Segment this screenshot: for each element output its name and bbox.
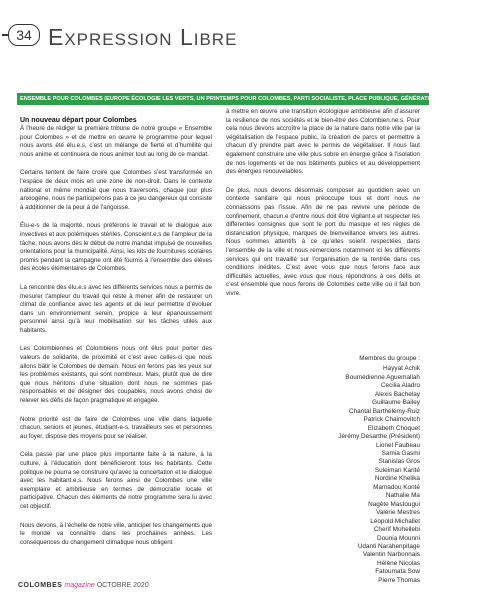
member-name: Léopold Michallet bbox=[370, 517, 420, 525]
member-name: Nagète Mastougui bbox=[368, 500, 420, 508]
member-name: Cherif Mohellebi bbox=[373, 526, 420, 534]
paragraph: À l’heure de rédiger la première tribune de notre groupe « Ensemble pour Colombes » et de mettre en œuvre le programme pour lequel nous avons été élu.e.s, c’est un mélange de fierté et d’humilité qui nous anime et continuera de nous animer tout au long de ce mandat. bbox=[20, 125, 212, 158]
member-name: Hélène Nicolas bbox=[377, 559, 420, 567]
footer-magazine: magazine bbox=[64, 582, 95, 589]
member-name: Dounia Mounni bbox=[377, 534, 420, 542]
members-list bbox=[226, 355, 420, 585]
member-name: Udanti Narahenpitage bbox=[357, 542, 420, 550]
member-name: Fatoumata Sow bbox=[375, 568, 420, 576]
member-name: Valérie Mestres bbox=[376, 509, 420, 517]
member-name: Patrick Chaimovitch bbox=[363, 416, 420, 424]
page-footer bbox=[18, 582, 149, 589]
page-number: 34 bbox=[8, 24, 40, 46]
article-heading: Un nouveau départ pour Colombes bbox=[20, 117, 137, 124]
member-name: Guillaume Bailey bbox=[372, 399, 420, 407]
member-name: Nordine Khelika bbox=[374, 475, 420, 483]
title-word-ibre: IBRE bbox=[193, 30, 238, 49]
member-name: Valentin Narbonnais bbox=[362, 551, 420, 559]
member-name: Pierre Thomas bbox=[378, 576, 420, 584]
members-title: Membres du groupe : bbox=[359, 355, 420, 362]
paragraph: à mettre en œuvre une transition écologique ambitieuse afin d’assurer la résilience de nos sociétés et le bien-être des Colombien.ne.s. Pour cela nous devons accroître la place de la nature dans notre ville par la végétalisation de l’espace public, la création de parcs et permettre à chacun d’y prendre part avec le permis de végétaliser. Il nous faut également construire une ville plus sobre en énergie grâce à l’isolation de nos logements et de nos bâtiments publics et au développement des énergies renouvelables. bbox=[226, 108, 420, 176]
member-name: Cecilia Aladro bbox=[380, 382, 420, 390]
member-name: Stanislas Gros bbox=[378, 458, 420, 466]
paragraph: La rencontre des élu.e.s avec les différents services nous a permis de mesurer l’ampleur du travail qui reste à mener afin de restaurer un climat de confiance avec les agents et de leur permettre d’évoluer dans un environnement serein, propice à leur épanouissement personnel ainsi qu’à leur mobilisation sur les tâches utiles aux habitants. bbox=[20, 283, 212, 334]
footer-brand: COLOMBES bbox=[18, 582, 63, 589]
member-name: Boumédienne Aguemallah bbox=[345, 373, 420, 381]
section-title bbox=[48, 24, 237, 51]
member-name: Samia Gasmi bbox=[381, 449, 420, 457]
paragraph: Certains tentent de faire croire que Colombes s’est transformée en l’espace de deux mois en une zone de non-droit. Dans le contexte national et même mondial que nous traversons, chaque jour plus anxiogène, nous ne participerons pas à ce jeu dangereux qui consiste à additionner de la peur à de l’angoisse. bbox=[20, 169, 212, 211]
paragraph: Notre priorité est de faire de Colombes une ville dans laquelle chacun, seniors et jeunes, étudiant-e-s, travailleurs ses et personnes au foyer, dispose des moyens pour se réaliser. bbox=[20, 415, 212, 440]
member-name: Lionel Faubeau bbox=[375, 441, 420, 449]
member-name: Nathalie Ma bbox=[385, 492, 420, 500]
title-word-xpression: XPRESSION bbox=[64, 30, 173, 49]
footer-date: OCTOBRE 2020 bbox=[96, 582, 149, 589]
paragraph: Les Colombiennes et Colombiens nous ont élus pour porter des valeurs de solidarité, de proximité et c’est avec celles-ci que nous allons bâtir le Colombes de demain. Nous en ferons pas les yeux sur les problèmes existants, qui sont nombreux. Mais, plutôt que de dire que nous héritons d’une situation dont nous ne sommes pas responsables et de désigner des coupables, nous avons choisi de relever les défis de façon pragmatique et engagée. bbox=[20, 345, 212, 405]
article-left-column bbox=[20, 108, 212, 557]
member-name: Hayyat Achik bbox=[383, 365, 420, 373]
title-initial-l: L bbox=[179, 24, 194, 50]
member-name: Suleiman Karité bbox=[374, 466, 420, 474]
member-name: Alexis Bachelay bbox=[374, 390, 420, 398]
member-name: Mamadou Konté bbox=[373, 483, 420, 491]
title-initial-e: E bbox=[48, 24, 65, 50]
member-name: Elizabeth Choquet bbox=[367, 424, 420, 432]
member-name: Jérémy Desarthe (Président) bbox=[338, 433, 420, 441]
paragraph: De plus, nous devons désormais composer au quotidien avec un contexte sanitaire qui nous préoccupe tous et dont nous ne connaissons pas l’issue. Afin de ne pas revivre une période de confinement, chacun.e d’entre nous doit être vigilant.e et respecter les différentes consignes que sont le port du masque et les règles de distanciation physique, marques de bienveillance envers les autres. Nous sommes attentifs à ce qu’elles soient respectées dans l’ensemble de la ville et nous remercions notamment ici les différents services qui ont travaillé sur l’organisation de la rentrée dans ces conditions inédites. C’est avec vous que nous ferons face aux difficultés actuelles, avec vous que nous répondrons à ces défis et c’est ensemble que nous ferons de Colombes cette ville où il fait bon vivre. bbox=[226, 186, 420, 297]
paragraph: Nous devons, à l’échelle de notre ville, anticiper les changements que le monde va connaître dans les prochaines années. Les conséquences du changement climatique nous obligent bbox=[20, 521, 212, 546]
member-name: Chantal Barthélémy-Ruiz bbox=[348, 407, 420, 415]
paragraph: Cela passe par une place plus importante faite à la nature, à la culture, à l’éducation dont bénéficieront tous les habitants. Cette politique ne pourra se construire qu’avec la concertation et le dialogue avec les habitant.e.s. Nous ferons ainsi de Colombes une ville exemplaire et ambitieuse en termes de démocratie locale et participative. Chacun des éléments de notre programme sera lu avec cet objectif. bbox=[20, 451, 212, 510]
group-banner: ENSEMBLE POUR COLOMBES (EUROPE ÉCOLOGIE LES VERTS, UN PRINTEMPS POUR COLOMBES, PARTI SOCIALISTE, PLACE PUBLIQUE, GÉNÉRATION ÉCOLOGIE, CITOYENS) bbox=[17, 93, 429, 105]
paragraph: Élu-e-s de la majorité, nous préférons le travail et le dialogue aux invectives et aux polémiques stériles. Conscient.e.s de l’ampleur de la tâche, nous avons dès le début de notre mandat impulsé de nouvelles orientations pour la municipalité. Ainsi, les kits de fournitures scolaires promis pendant la campagne ont été fournis à l’ensemble des élèves des écoles élémentaires de Colombes. bbox=[20, 222, 212, 273]
article-right-column bbox=[226, 108, 420, 308]
